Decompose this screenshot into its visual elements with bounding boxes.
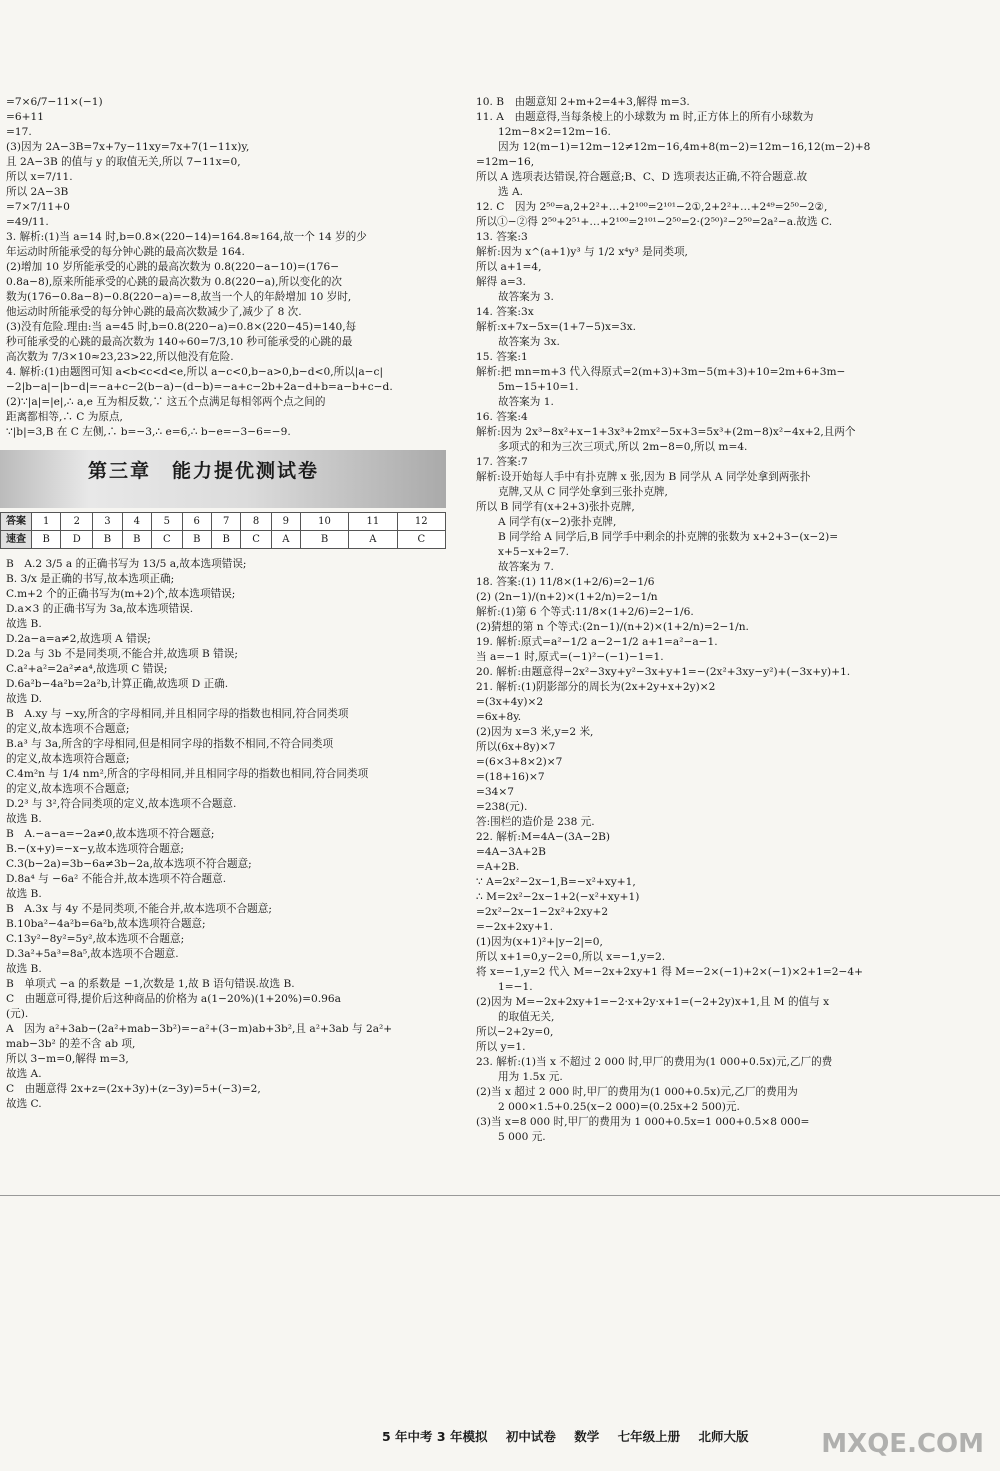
chapter-banner <box>0 450 446 508</box>
answer-letter-cell: B <box>122 531 151 549</box>
text-line: 12. C 因为 2⁵⁰=a,2+2²+…+2¹⁰⁰=2¹⁰¹−2①,2+2²+…+2⁴⁹=2⁵⁰−2②, <box>476 201 828 213</box>
text-line: B 同学给 A 同学后,B 同学手中剩余的扑克牌的张数为 x+2+3−(x−2)= <box>498 531 839 543</box>
text-line: mab−3b² 的差不含 ab 项, <box>6 1038 136 1050</box>
text-line: 所以−2+2y=0, <box>476 1026 554 1038</box>
answer-letter-cell: B <box>182 531 211 549</box>
text-line: =7×6/7−11×(−1) <box>6 96 103 108</box>
text-line: 故选 A. <box>6 1068 42 1080</box>
text-line: 所以 x+1=0,y−2=0,所以 x=−1,y=2. <box>476 951 666 963</box>
text-line: 他运动时所能承受的每分钟心跳的最高次数减少了,减少了 8 次. <box>6 306 302 318</box>
answer-number-cell: 5 <box>152 513 182 531</box>
text-line: D.2a 与 3b 不是同类项,不能合并,故选项 B 错误; <box>6 648 238 660</box>
text-line: 19. 解析:原式=a²−1/2 a−2−1/2 a+1=a²−a−1. <box>476 636 718 648</box>
text-line: 的定义,故本选项不合题意; <box>6 723 130 735</box>
text-line: =7×7/11+0 <box>6 201 70 213</box>
answer-letter-cell: A <box>349 531 397 549</box>
text-line: (3)因为 2A−3B=7x+7y−11xy=7x+7(1−11x)y, <box>6 141 250 153</box>
text-line: =238(元). <box>476 801 528 813</box>
text-line: D.2a−a=a≠2,故选项 A 错误; <box>6 633 151 645</box>
answer-number-cell: 1 <box>32 513 61 531</box>
text-line: 距离都相等,∴ C 为原点, <box>6 411 123 423</box>
right-column <box>476 95 986 1145</box>
text-line: 15. 答案:1 <box>476 351 528 363</box>
site-watermark: MXQE.COM <box>821 1429 984 1459</box>
answer-number-cell: 8 <box>241 513 271 531</box>
answer-number-cell: 12 <box>397 513 445 531</box>
text-line: 所以 y=1. <box>476 1041 526 1053</box>
chapter-title: 第三章 能力提优测试卷 <box>88 460 320 482</box>
text-line: −2|b−a|−|b−d|=−a+c−2(b−a)−(d−b)=−a+c−2b+2a−d+b=a−b+c−d. <box>6 381 393 393</box>
text-line: D.8a⁴ 与 −6a² 不能合并,故本选项不符合题意. <box>6 873 227 885</box>
text-line: 解得 a=3. <box>476 276 526 288</box>
text-line: =(18+16)×7 <box>476 771 545 783</box>
text-line: 23. 解析:(1)当 x 不超过 2 000 时,甲厂的费用为(1 000+0.5x)元,乙厂的费 <box>476 1056 833 1068</box>
answer-table-row-label: 速查 <box>1 531 32 549</box>
text-line: 所以 a+1=4, <box>476 261 542 273</box>
text-line: D.6a²b−4a²b=2a²b,计算正确,故选项 D 正确. <box>6 678 229 690</box>
answer-quick-table <box>0 512 446 549</box>
text-line: 多项式的和为三次三项式,所以 2m−8=0,所以 m=4. <box>498 441 748 453</box>
text-line: 所以 x=7/11. <box>6 171 73 183</box>
footer-divider <box>0 1195 1000 1196</box>
text-line: C.a²+a²=2a²≠a⁴,故选项 C 错误; <box>6 663 168 675</box>
answer-table-answer-row <box>1 531 446 549</box>
page-footer <box>382 1427 762 1445</box>
text-line: =49/11. <box>6 216 49 228</box>
left-solutions-bottom <box>6 557 446 1112</box>
text-line: C.m+2 个的正确书写为(m+2)个,故本选项错误; <box>6 588 236 600</box>
text-line: B A.3x 与 4y 不是同类项,不能合并,故本选项不合题意; <box>6 903 272 915</box>
answer-letter-cell: A <box>271 531 300 549</box>
text-line: 故选 B. <box>6 963 42 975</box>
text-line: 秒可能承受的心跳的最高次数为 140÷60=7/3,10 秒可能承受的心跳的最 <box>6 336 353 348</box>
answer-letter-cell: C <box>241 531 271 549</box>
text-line: 10. B 由题意知 2+m+2=4+3,解得 m=3. <box>476 96 690 108</box>
text-line: C 由题意可得,提价后这种商品的价格为 a(1−20%)(1+20%)=0.96a <box>6 993 341 1005</box>
text-line: =−2x+2xy+1. <box>476 921 554 933</box>
text-line: 故选 B. <box>6 813 42 825</box>
text-line: 解析:因为 x^(a+1)y³ 与 1/2 x⁴y³ 是同类项, <box>476 246 688 258</box>
text-line: =4A−3A+2B <box>476 846 546 858</box>
text-line: 克牌,又从 C 同学处拿到三张扑克牌, <box>498 486 668 498</box>
text-line: B.10ba²−4a²b=6a²b,故本选项符合题意; <box>6 918 206 930</box>
text-line: 所以 B 同学有(x+2+3)张扑克牌, <box>476 501 635 513</box>
text-line: 22. 解析:M=4A−(3A−2B) <box>476 831 611 843</box>
text-line: B.a³ 与 3a,所含的字母相同,但是相同字母的指数不相同,不符合同类项 <box>6 738 334 750</box>
answer-letter-cell: B <box>300 531 348 549</box>
text-line: (2)因为 x=3 米,y=2 米, <box>476 726 594 738</box>
text-line: 21. 解析:(1)阴影部分的周长为(2x+2y+x+2y)×2 <box>476 681 716 693</box>
text-line: 高次数为 7/3×10≈23,23>22,所以他没有危险. <box>6 351 234 363</box>
answer-letter-cell: C <box>397 531 445 549</box>
left-solutions-top <box>6 95 446 440</box>
text-line: C.3(b−2a)=3b−6a≠3b−2a,故本选项不符合题意; <box>6 858 252 870</box>
answer-letter-cell: C <box>152 531 182 549</box>
text-line: (3)当 x=8 000 时,甲厂的费用为 1 000+0.5x=1 000+0.5×8 000= <box>476 1116 810 1128</box>
text-line: 所以①−②得 2⁵⁰+2⁵¹+…+2¹⁰⁰=2¹⁰¹−2⁵⁰=2·(2⁵⁰)²−2⁵⁰=2a²−a.故选 C. <box>476 216 833 228</box>
text-line: 故选 B. <box>6 618 42 630</box>
footer-subject: 数学 <box>574 1429 600 1444</box>
text-line: 解析:设开始每人手中有扑克牌 x 张,因为 B 同学从 A 同学处拿到两张扑 <box>476 471 811 483</box>
text-line: ∵|b|=3,B 在 C 左侧,∴ b=−3,∴ e=6,∴ b−e=−3−6=−9. <box>6 426 291 438</box>
text-line: 答:围栏的造价是 238 元. <box>476 816 595 828</box>
text-line: 故选 D. <box>6 693 43 705</box>
text-line: ∴ M=2x²−2x−1+2(−x²+xy+1) <box>476 891 640 903</box>
text-line: 故答案为 3. <box>498 291 554 303</box>
text-line: 选 A. <box>498 186 523 198</box>
text-line: 年运动时所能承受的每分钟心跳的最高次数是 164. <box>6 246 245 258</box>
right-solutions <box>476 95 986 1145</box>
text-line: x+5−x+2=7. <box>498 546 570 558</box>
text-line: (2)当 x 超过 2 000 时,甲厂的费用为(1 000+0.5x)元,乙厂的费用为 <box>476 1086 798 1098</box>
text-line: C.4m²n 与 1/4 nm²,所含的字母相同,并且相同字母的指数也相同,符合同类项 <box>6 768 369 780</box>
text-line: 17. 答案:7 <box>476 456 528 468</box>
text-line: 5 000 元. <box>498 1131 546 1143</box>
text-line: C.13y²−8y²=5y²,故本选项不合题意; <box>6 933 185 945</box>
answer-number-cell: 3 <box>93 513 122 531</box>
text-line: 将 x=−1,y=2 代入 M=−2x+2xy+1 得 M=−2×(−1)+2×(−1)×2+1=2−4+ <box>476 966 863 978</box>
footer-type: 初中试卷 <box>505 1429 556 1444</box>
text-line: 13. 答案:3 <box>476 231 528 243</box>
text-line: C 由题意得 2x+z=(2x+3y)+(z−3y)=5+(−3)=2, <box>6 1083 261 1095</box>
text-line: 0.8a−8),原来所能承受的心跳的最高次数为 0.8(220−a),所以变化的次 <box>6 276 343 288</box>
text-line: B A.2 3/5 a 的正确书写为 13/5 a,故本选项错误; <box>6 558 247 570</box>
text-line: A 因为 a²+3ab−(2a²+mab−3b²)=−a²+(3−m)ab+3b²,且 a²+3ab 与 2a²+ <box>6 1023 393 1035</box>
text-line: 11. A 由题意得,当每条棱上的小球数为 m 时,正方体上的所有小球数为 <box>476 111 814 123</box>
text-line: =A+2B. <box>476 861 520 873</box>
text-line: 1=−1. <box>498 981 533 993</box>
text-line: 所以(6x+8y)×7 <box>476 741 556 753</box>
text-line: B 单项式 −a 的系数是 −1,次数是 1,故 B 语句错误.故选 B. <box>6 978 295 990</box>
text-line: =34×7 <box>476 786 514 798</box>
answer-letter-cell: B <box>32 531 61 549</box>
text-line: D.a×3 的正确书写为 3a,故本选项错误. <box>6 603 194 615</box>
text-line: B A.−a−a=−2a≠0,故本选项不符合题意; <box>6 828 215 840</box>
text-line: 的定义,故本选项不合题意; <box>6 783 130 795</box>
text-line: =(6×3+8×2)×7 <box>476 756 563 768</box>
text-line: 18. 答案:(1) 11/8×(1+2/6)=2−1/6 <box>476 576 655 588</box>
text-line: B.−(x+y)=−x−y,故本选项符合题意; <box>6 843 184 855</box>
text-line: 数为(176−0.8a−8)−0.8(220−a)=−8,故当一个人的年龄增加 10 岁时, <box>6 291 352 303</box>
answer-table-header-label: 答案 <box>1 513 32 531</box>
text-line: 当 a=−1 时,原式=(−1)²−(−1)−1=1. <box>476 651 664 663</box>
text-line: (2)∵|a|=|e|,∴ a,e 互为相反数,∵ 这五个点满足每相邻两个点之间的 <box>6 396 326 408</box>
answer-number-cell: 10 <box>300 513 348 531</box>
text-line: 的取值无关, <box>498 1011 555 1023</box>
text-line: 故答案为 1. <box>498 396 554 408</box>
text-line: A 同学有(x−2)张扑克牌, <box>498 516 617 528</box>
text-line: 故答案为 7. <box>498 561 554 573</box>
text-line: 解析:x+7x−5x=(1+7−5)x=3x. <box>476 321 636 333</box>
text-line: 12m−8×2=12m−16. <box>498 126 611 138</box>
text-line: 故选 B. <box>6 888 42 900</box>
text-line: 故答案为 3x. <box>498 336 560 348</box>
text-line: (1)因为(x+1)²+|y−2|=0, <box>476 936 603 948</box>
text-line: =17. <box>6 126 32 138</box>
text-line: 所以 3−m=0,解得 m=3, <box>6 1053 129 1065</box>
text-line: 且 2A−3B 的值与 y 的取值无关,所以 7−11x=0, <box>6 156 241 168</box>
text-line: =6+11 <box>6 111 44 123</box>
text-line: ∵ A=2x²−2x−1,B=−x²+xy+1, <box>476 876 636 888</box>
answer-number-cell: 4 <box>122 513 151 531</box>
text-line: 16. 答案:4 <box>476 411 528 423</box>
text-line: B A.xy 与 −xy,所含的字母相同,并且相同字母的指数也相同,符合同类项 <box>6 708 349 720</box>
text-line: =6x+8y. <box>476 711 522 723</box>
text-line: 所以 2A−3B <box>6 186 69 198</box>
text-line: (元). <box>6 1008 29 1020</box>
text-line: 20. 解析:由题意得−2x²−3xy+y²−3x+y+1=−(2x²+3xy−y²)+(−3x+y)+1. <box>476 666 851 678</box>
text-line: (2)因为 M=−2x+2xy+1=−2·x+2y·x+1=(−2+2y)x+1,且 M 的值与 x <box>476 996 830 1008</box>
text-line: =2x²−2x−1−2x²+2xy+2 <box>476 906 609 918</box>
answer-letter-cell: B <box>93 531 122 549</box>
answer-number-cell: 9 <box>271 513 300 531</box>
left-column <box>6 95 446 1112</box>
answer-number-cell: 11 <box>349 513 397 531</box>
text-line: 解析:把 mn=m+3 代入得原式=2(m+3)+3m−5(m+3)+10=2m+6+3m− <box>476 366 846 378</box>
text-line: 所以 A 选项表达错误,符合题意;B、C、D 选项表达正确,不符合题意.故 <box>476 171 808 183</box>
text-line: 故选 C. <box>6 1098 42 1110</box>
text-line: 4. 解析:(1)由题图可知 a<b<c<d<e,所以 a−c<0,b−a>0,b−d<0,所以|a−c| <box>6 366 384 378</box>
text-line: 解析:因为 2x³−8x²+x−1+3x³+2mx²−5x+3=5x³+(2m−8)x²−4x+2,且两个 <box>476 426 856 438</box>
footer-series: 5 年中考 3 年模拟 <box>382 1429 488 1444</box>
text-line: (2) (2n−1)/(n+2)×(1+2/n)=2−1/n <box>476 591 658 603</box>
text-line: D.2³ 与 3²,符合同类项的定义,故本选项不合题意. <box>6 798 237 810</box>
text-line: 5m−15+10=1. <box>498 381 579 393</box>
text-line: 的定义,故本选项符合题意; <box>6 753 130 765</box>
text-line: D.3a²+5a³=8a⁵,故本选项不合题意. <box>6 948 179 960</box>
text-line: =(3x+4y)×2 <box>476 696 544 708</box>
text-line: (2)猜想的第 n 个等式:(2n−1)/(n+2)×(1+2/n)=2−1/n. <box>476 621 749 633</box>
text-line: 用为 1.5x 元. <box>498 1071 563 1083</box>
footer-edition: 北师大版 <box>698 1429 749 1444</box>
answer-number-cell: 7 <box>211 513 240 531</box>
footer-grade: 七年级上册 <box>617 1429 681 1444</box>
answer-number-cell: 6 <box>182 513 211 531</box>
answer-letter-cell: B <box>211 531 240 549</box>
text-line: B. 3/x 是正确的书写,故本选项正确; <box>6 573 175 585</box>
text-line: (3)没有危险.理由:当 a=45 时,b=0.8(220−a)=0.8×(220−45)=140,每 <box>6 321 357 333</box>
text-line: 14. 答案:3x <box>476 306 534 318</box>
text-line: 解析:(1)第 6 个等式:11/8×(1+2/6)=2−1/6. <box>476 606 694 618</box>
text-line: =12m−16, <box>476 156 535 168</box>
answer-table-header-row <box>1 513 446 531</box>
answer-letter-cell: D <box>61 531 93 549</box>
text-line: 因为 12(m−1)=12m−12≠12m−16,4m+8(m−2)=12m−16,12(m−2)+8 <box>498 141 871 153</box>
text-line: 3. 解析:(1)当 a=14 时,b=0.8×(220−14)=164.8≈164,故一个 14 岁的少 <box>6 231 367 243</box>
text-line: (2)增加 10 岁所能承受的心跳的最高次数为 0.8(220−a−10)=(176− <box>6 261 340 273</box>
text-line: 2 000×1.5+0.25(x−2 000)=(0.25x+2 500)元. <box>498 1101 740 1113</box>
answer-number-cell: 2 <box>61 513 93 531</box>
